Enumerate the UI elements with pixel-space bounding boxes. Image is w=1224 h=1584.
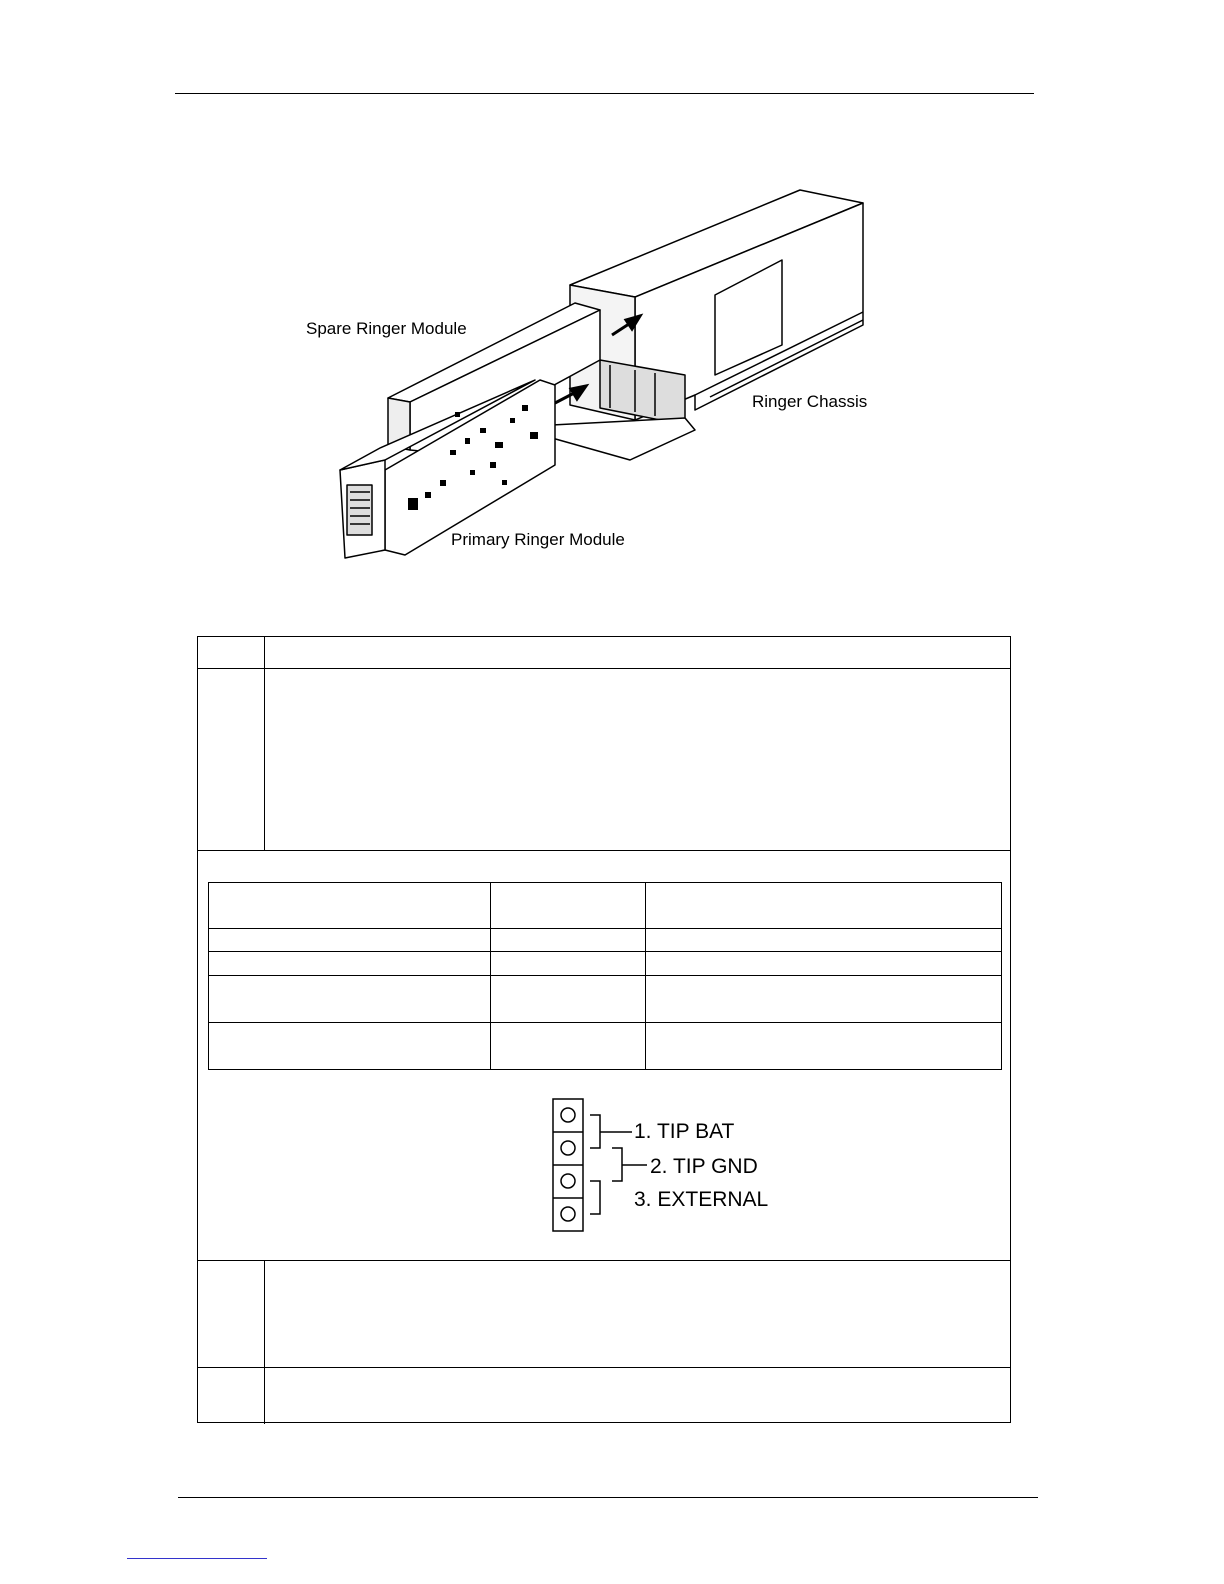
- jumper-diagram: [552, 1098, 792, 1233]
- jumper-label-tip-bat: 1. TIP BAT: [634, 1120, 735, 1143]
- row-divider: [198, 1260, 1010, 1261]
- row-divider: [198, 668, 1010, 669]
- label-spare-ringer-module: Spare Ringer Module: [306, 319, 467, 338]
- jumper-settings-table: [208, 882, 1002, 1070]
- step-column-divider: [264, 1260, 265, 1424]
- row-divider: [198, 1367, 1010, 1368]
- footer-link-underline[interactable]: [127, 1558, 267, 1559]
- chassis-tray: [552, 418, 695, 460]
- row-divider: [198, 850, 1010, 851]
- table-row: [209, 952, 1002, 976]
- footer-rule: [178, 1497, 1038, 1498]
- step-column-divider: [264, 637, 265, 850]
- table-row: [209, 929, 1002, 952]
- procedure-table: [197, 636, 1011, 1423]
- label-ringer-chassis: Ringer Chassis: [752, 392, 868, 411]
- table-row: [209, 883, 1002, 929]
- table-row: [209, 1023, 1002, 1070]
- jumper-label-tip-gnd: 2. TIP GND: [650, 1155, 758, 1178]
- ringer-chassis-drawing: [290, 180, 890, 590]
- ringer-installation-figure: [290, 180, 890, 590]
- table-row: [209, 976, 1002, 1023]
- jumper-label-external: 3. EXTERNAL: [634, 1188, 769, 1211]
- label-primary-ringer-module: Primary Ringer Module: [451, 530, 625, 549]
- header-rule: [175, 93, 1034, 94]
